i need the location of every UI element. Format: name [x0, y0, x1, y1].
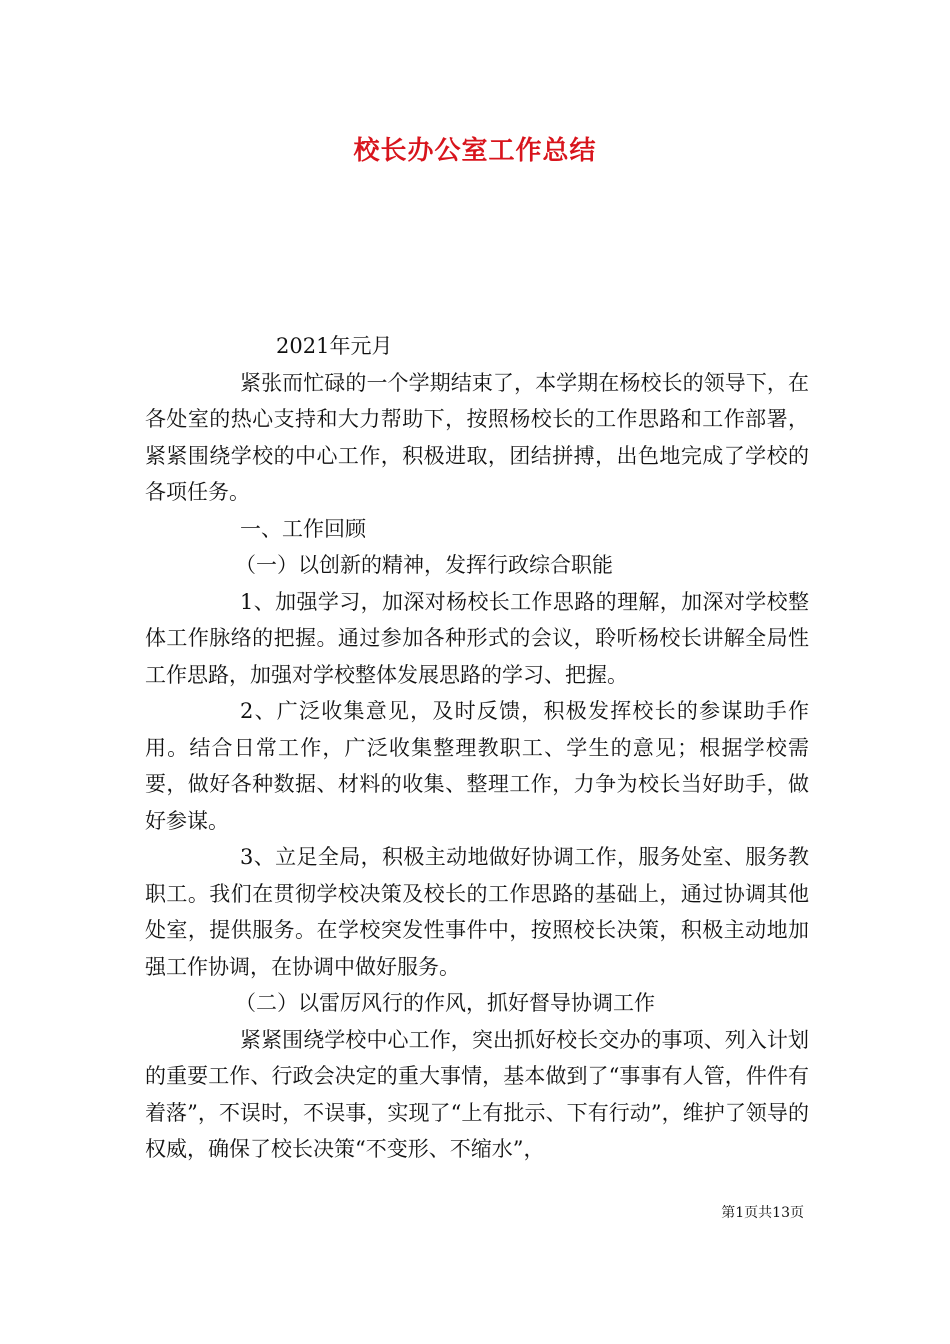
document-body [145, 328, 809, 1168]
subsection-heading-1: （一）以创新的精神，发挥行政综合职能 [235, 553, 613, 577]
page-number: 第1页共13页 [721, 1205, 804, 1221]
paragraph-supervision: 紧紧围绕学校中心工作，突出抓好校长交办的事项、列入计划的重要工作、行政会决定的重大事情，基本做到了“事事有人管，件件有着落”，不误时，不误事，实现了“上有批示、下有行动”，维护了领导的权威，确保了校长决策“不变形、不缩水”， [145, 1027, 809, 1161]
paragraph-item-1: 1、加强学习，加深对杨校长工作思路的理解，加深对学校整体工作脉络的把握。通过参加各种形式的会议，聆听杨校长讲解全局性工作思路，加强对学校整体发展思路的学习、把握。 [145, 589, 809, 687]
paragraph-intro: 紧张而忙碌的一个学期结束了，本学期在杨校长的领导下，在各处室的热心支持和大力帮助下，按照杨校长的工作思路和工作部署，紧紧围绕学校的中心工作，积极进取，团结拼搏，出色地完成了学校的各项任务。 [145, 370, 809, 504]
paragraph-item-3: 3、立足全局，积极主动地做好协调工作，服务处室、服务教职工。我们在贯彻学校决策及校长的工作思路的基础上，通过协调其他处室，提供服务。在学校突发性事件中，按照校长决策，积极主动地加强工作协调，在协调中做好服务。 [145, 845, 809, 979]
subsection-heading-2: （二）以雷厉风行的作风，抓好督导协调工作 [235, 991, 655, 1015]
document-title: 校长办公室工作总结 [353, 136, 597, 166]
document-date: 2021年元月 [276, 334, 393, 358]
paragraph-item-2: 2、广泛收集意见，及时反馈，积极发挥校长的参谋助手作用。结合日常工作，广泛收集整理教职工、学生的意见；根据学校需要，做好各种数据、材料的收集、整理工作，力争为校长当好助手，做好参谋。 [145, 699, 809, 833]
section-heading-review: 一、工作回顾 [240, 516, 366, 541]
